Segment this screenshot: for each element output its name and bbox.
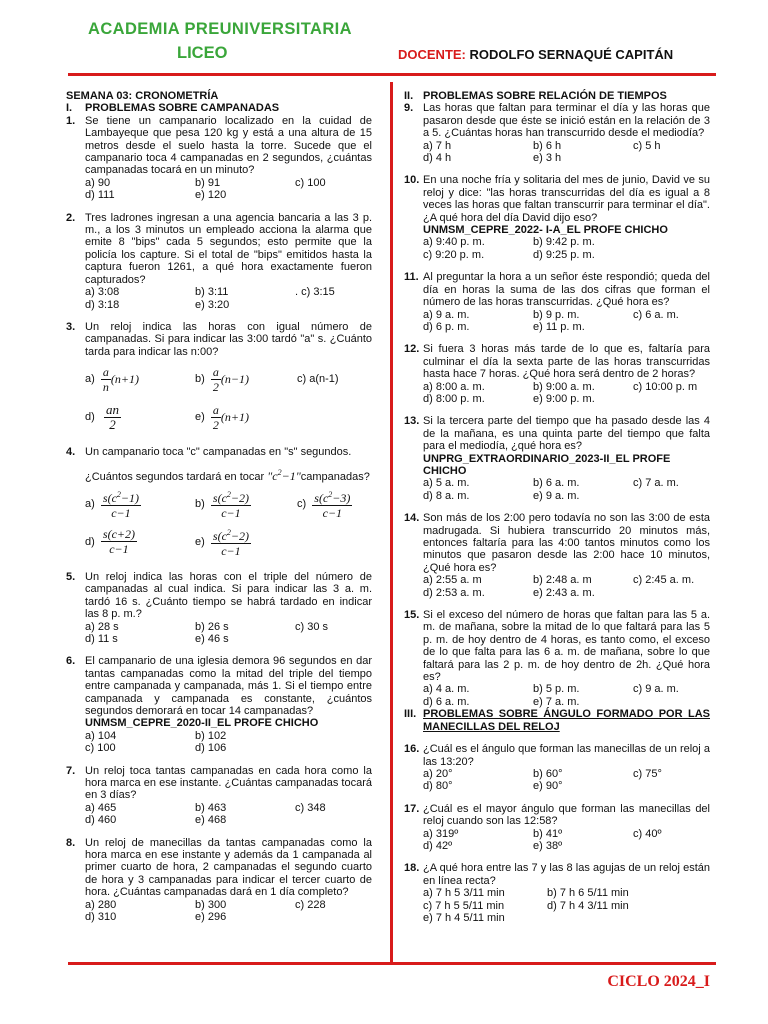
- question-number: 15.: [404, 609, 420, 622]
- option: a) 28 s: [85, 620, 119, 633]
- option: c) 9:20 p. m.: [423, 248, 485, 261]
- question-number: 4.: [66, 446, 76, 459]
- option: c) 7 a. m.: [633, 477, 679, 490]
- question-number: 6.: [66, 655, 76, 668]
- option: e) 90°: [533, 780, 563, 793]
- option: a) 465: [85, 801, 117, 814]
- option: b) 300: [195, 898, 227, 911]
- question-5: [66, 571, 372, 645]
- option: c) 10:00 p. m: [633, 380, 698, 393]
- option: c) 6 a. m.: [633, 308, 679, 321]
- option: a) 9 a. m.: [423, 308, 470, 321]
- option: b) 6 h: [533, 139, 562, 152]
- option: a) 90: [85, 176, 111, 189]
- answer-options: [423, 381, 710, 406]
- question-text: Un reloj indica las horas con el triple del número de campanadas al cual indica. Si para indicar las 3 a. m. tardó 16 s. ¿Cuánto tiempo se habrá tardado en indicar las 8 p. m.?: [85, 570, 372, 621]
- question-number: 10.: [404, 174, 420, 187]
- option: b) 9:42 p. m.: [533, 236, 595, 249]
- question-text: Son más de los 2:00 pero todavía no son las 3:00 de esta madrugada. Si hubiera transcurrido 20 minutos más, entonces faltaría para las 4:00 tantos minutos como los minutos que pasaron desde las 2:00 hace 10 minutos, ¿Qué hora es?: [423, 512, 710, 574]
- question-text: ¿Cuál es el mayor ángulo que forman las manecillas del reloj cuando son las 12:58?: [423, 802, 710, 828]
- question-number: 5.: [66, 570, 76, 583]
- answer-options: [85, 802, 372, 827]
- answer-options: [423, 140, 710, 165]
- question-text: Un campanario toca "c" campanadas en "s" segundos.: [85, 446, 352, 459]
- question-number: 3.: [66, 320, 76, 333]
- formula: $\frac{a}{n}$: [102, 364, 109, 394]
- answer-options: [423, 309, 710, 334]
- question-text: El campanario de una iglesia demora 96 segundos en dar tantas campanadas como la mitad del triple del tiempo entre campanada y campanada, más 1. Si el tiempo entre campanada y campanada es constante, ¿cuántos segundos demorará en tocar 14 campanadas?: [85, 655, 372, 717]
- question-text-part: ¿Cuántos segundos tardará en tocar: [85, 470, 268, 483]
- formula: $\frac{an}{2}$: [105, 401, 119, 432]
- option: a) 3:08: [85, 286, 120, 299]
- option-label: b): [195, 497, 205, 510]
- formula: "$c^2-1$": [267, 467, 301, 483]
- option: c) 228: [295, 898, 326, 911]
- option: a) 8:00 a. m.: [423, 380, 485, 393]
- option: e) 9 a. m.: [533, 489, 580, 502]
- question-text-part: campanadas?: [300, 470, 370, 483]
- option: b) 60°: [533, 767, 563, 780]
- option: b) 463: [195, 801, 227, 814]
- footer-cycle: CICLO 2024_I: [607, 973, 710, 990]
- option: e) 2:43 a. m.: [533, 586, 595, 599]
- option: c) 100: [85, 742, 116, 755]
- question-number: 11.: [404, 271, 419, 284]
- answer-options: [423, 828, 710, 853]
- question-text: Al preguntar la hora a un señor éste respondió; queda del día en horas la suma de las dos cifras que forman el número de las horas transcurridas. ¿Qué hora es?: [423, 271, 710, 309]
- question-source: UNMSM_CEPRE_2022- I-A_EL PROFE CHICHO: [423, 224, 668, 237]
- section-number: II.: [404, 90, 414, 102]
- question-number: 17.: [404, 802, 420, 815]
- question-number: 8.: [66, 836, 76, 849]
- section-heading: [66, 102, 372, 114]
- option: b) 9:00 a. m.: [533, 380, 595, 393]
- question-16: [404, 743, 710, 793]
- question-text: Se tiene un campanario localizado en la cuidad de Lambayeque que pesa 120 kg y está a una altura de 15 metros desde el suelo hasta la torre. Sucede que el campanario toca 4 campanadas en 2 segundos, ¿cuántas campanadas tocará en un minuto?: [85, 114, 372, 177]
- question-number: 1.: [66, 114, 76, 127]
- question-8: [66, 837, 372, 924]
- left-column: [66, 90, 372, 924]
- question-text: En una noche fría y solitaria del mes de junio, David ve su reloj y dice: "las horas transcurridas del día es igual a 8 veces las horas que faltan transcurrir para terminar el día". ¿A qué hora del día David dijo eso?: [423, 174, 710, 224]
- answer-options: [85, 621, 372, 646]
- option: d) 460: [85, 814, 117, 827]
- answer-options: [423, 887, 710, 924]
- question-source: UNPRG_EXTRAORDINARIO_2023-II_EL PROFE CHICHO: [423, 452, 671, 477]
- option-label: e): [195, 535, 205, 548]
- question-number: 14.: [404, 512, 420, 525]
- option: a) 280: [85, 898, 117, 911]
- option: a) 5 a. m.: [423, 477, 470, 490]
- question-number: 13.: [404, 415, 420, 428]
- question-number: 16.: [404, 743, 420, 756]
- question-text: ¿A qué hora entre las 7 y las 8 las agujas de un reloj están en línea recta?: [423, 862, 710, 887]
- question-text: Las horas que faltan para terminar el día y las horas que pasaron desde que éste se inició están en la relación de 3 a 5. ¿Cuántas horas han transcurrido desde el mediodía?: [423, 102, 710, 140]
- option: d) 8:00 p. m.: [423, 392, 485, 405]
- answer-options: [85, 730, 372, 755]
- question-15: [404, 609, 710, 708]
- option: b) 7 h 6 5/11 min: [547, 887, 629, 900]
- section-title: PROBLEMAS SOBRE CAMPANADAS: [85, 102, 280, 115]
- option: e) 9:00 p. m.: [533, 392, 595, 405]
- option: e) 11 p. m.: [533, 320, 585, 333]
- option: d) 42º: [423, 839, 453, 852]
- option-label: c) a(n-1): [297, 372, 339, 385]
- formula: $\frac{s(c^2-2)}{c-1}$: [212, 527, 249, 558]
- option: c) 40º: [633, 827, 662, 840]
- liceo-title: LICEO: [177, 44, 228, 62]
- question-6: [66, 655, 372, 754]
- option-label: c): [297, 497, 307, 510]
- teacher-name: RODOLFO SERNAQUÉ CAPITÁN: [465, 47, 674, 62]
- option: b) 5 p. m.: [533, 683, 580, 696]
- option: b) 102: [195, 729, 227, 742]
- option: a) 2:55 a. m: [423, 574, 482, 587]
- option-label: d): [85, 535, 95, 548]
- question-4: [66, 446, 372, 561]
- section-heading: [404, 708, 710, 733]
- option: e) 38º: [533, 839, 563, 852]
- option: d) 80°: [423, 780, 453, 793]
- option: c) 2:45 a. m.: [633, 574, 695, 587]
- formula-options: a) $\frac{a}{n}$ (n+1) b) $\frac{a}{2}$ (n−1) c) a(n-1) d) $\frac{an}{2}$ e) $\frac{a}{2}$ (n+1): [85, 364, 339, 432]
- option: b) 3:11: [195, 286, 229, 299]
- question-3: [66, 321, 372, 436]
- answer-options: [85, 177, 372, 202]
- option: b) 9 p. m.: [533, 308, 580, 321]
- option: e) 120: [195, 189, 227, 202]
- option: d) 7 h 4 3/11 min: [547, 899, 629, 912]
- option: e) 7 a. m.: [533, 695, 580, 708]
- teacher-label: DOCENTE:: [398, 47, 466, 62]
- option: e) 3:20: [195, 298, 230, 311]
- question-text: ¿Cuál es el ángulo que forman las manecillas de un reloj a las 13:20?: [423, 743, 710, 768]
- question-source: UNMSM_CEPRE_2020-II_EL PROFE CHICHO: [85, 717, 319, 730]
- option-label: a): [85, 497, 95, 510]
- option: d) 9:25 p. m.: [533, 248, 595, 261]
- section-title: PROBLEMAS SOBRE RELACIÓN DE TIEMPOS: [423, 90, 667, 102]
- option: e) 7 h 4 5/11 min: [423, 911, 505, 924]
- question-17: [404, 803, 710, 853]
- option-label: d): [85, 410, 95, 423]
- formula: $\frac{s(c^2-2)}{c-1}$: [212, 489, 249, 520]
- option: d) 8 a. m.: [423, 489, 470, 502]
- option: b) 26 s: [195, 620, 229, 633]
- question-9: [404, 102, 710, 164]
- question-13: [404, 415, 710, 502]
- option-label: b): [195, 372, 205, 385]
- week-title: SEMANA 03: CRONOMETRÍA: [66, 90, 219, 102]
- question-18: [404, 862, 710, 924]
- option-label: e): [195, 410, 205, 423]
- option: c) 5 h: [633, 139, 661, 152]
- answer-options: [423, 477, 710, 502]
- question-number: 2.: [66, 211, 76, 224]
- question-12: [404, 343, 710, 405]
- answer-options: [85, 899, 372, 924]
- option: c) 75°: [633, 767, 662, 780]
- teacher-line: [398, 47, 673, 62]
- option: b) 91: [195, 176, 221, 189]
- option: c) 7 h 5 5/11 min: [423, 899, 505, 912]
- footer-divider: [68, 962, 716, 965]
- option: d) 2:53 a. m.: [423, 586, 485, 599]
- formula: $\frac{a}{2}$: [212, 364, 219, 394]
- option: e) 46 s: [195, 632, 229, 645]
- option: a) 7 h 5 3/11 min: [423, 887, 505, 900]
- option: d) 6 a. m.: [423, 695, 470, 708]
- option: a) 20°: [423, 767, 453, 780]
- option: d) 111: [85, 189, 115, 202]
- question-7: [66, 765, 372, 827]
- formula-options: [85, 485, 372, 561]
- option: e) 468: [195, 814, 227, 827]
- question-1: [66, 115, 372, 202]
- answer-options: [423, 683, 710, 708]
- option: b) 6 a. m.: [533, 477, 580, 490]
- option: d) 106: [195, 742, 227, 755]
- question-number: 9.: [404, 102, 414, 115]
- option: a) 4 a. m.: [423, 683, 470, 696]
- option: c) 100: [295, 176, 326, 189]
- formula: $\frac{s(c^2-3)}{c-1}$: [314, 489, 351, 520]
- question-text: Un reloj de manecillas da tantas campanadas como la hora marca en ese instante y además da 1 campanada al primer cuarto de hora, 2 campanadas el segundo cuarto de hora y 3 campanadas para indicar el tercer cuarto de hora. ¿Cuántas campanadas dará en 1 día completo?: [85, 836, 372, 899]
- question-number: 7.: [66, 764, 76, 777]
- formula: $\frac{s(c^2-1)}{c-1}$: [102, 489, 139, 520]
- section-title: PROBLEMAS SOBRE ÁNGULO FORMADO POR LAS MANECILLAS DEL RELOJ: [423, 708, 710, 733]
- answer-options: [423, 574, 710, 599]
- option: d) 11 s: [85, 632, 118, 645]
- question-text: Un reloj indica las horas con igual número de campanadas. Si para indicar las 3:00 tardó "a" s. ¿Cuánto tarda para indicar las n:00?: [85, 320, 372, 358]
- section-number: III.: [404, 708, 417, 721]
- option: e) 296: [195, 911, 227, 924]
- question-number: 12.: [404, 343, 420, 356]
- option: a) 104: [85, 729, 117, 742]
- question-text: [85, 467, 372, 483]
- option: d) 4 h: [423, 152, 452, 165]
- question-text: Si el exceso del número de horas que faltan para las 5 a. m. de mañana, sobre la mitad de lo que faltará para las 5 p. m. de hoy dentro de 4 horas, es tanto como, el exceso de lo que falta para las 6 a. m. de mañana, sobre lo que faltará para las 2 p. m. de hoy dentro de 2h. ¿Qué hora es?: [423, 609, 710, 684]
- question-text: Si la tercera parte del tiempo que ha pasado desde las 4 de la mañana, es una quinta parte del tiempo que falta para el mediodía, ¿qué hora es?: [423, 415, 710, 453]
- question-text: Tres ladrones ingresan a una agencia bancaria a las 3 p. m., a los 3 minutos un empleado acciona la alarma que emite 8 "bips" cada 5 segundos; esto permite que la policía los capture. Si el total de "bips" emitidos hasta la captura fueron 1261, a qué hora exactamente fueron capturados?: [85, 211, 372, 286]
- option: a) 7 h: [423, 139, 452, 152]
- right-column: [404, 90, 710, 924]
- section-heading: [404, 90, 710, 102]
- formula: $\frac{a}{2}$: [212, 402, 219, 432]
- question-text: Si fuera 3 horas más tarde de lo que es, faltaría para culminar el día la sexta parte de las horas transcurridas hasta hace 7 horas. ¿Qué hora será dentro de 2 horas?: [423, 343, 710, 381]
- question-10: [404, 174, 710, 261]
- answer-options: [423, 768, 710, 793]
- option: c) 348: [295, 801, 326, 814]
- option: b) 2:48 a. m: [533, 574, 592, 587]
- question-number: 18.: [404, 862, 420, 875]
- question-11: [404, 271, 710, 333]
- academy-title: ACADEMIA PREUNIVERSITARIA: [88, 20, 352, 38]
- answer-options: [423, 236, 710, 261]
- option: d) 6 p. m.: [423, 320, 470, 333]
- option: d) 310: [85, 911, 117, 924]
- option: e) 3 h: [533, 152, 562, 165]
- question-2: [66, 212, 372, 311]
- option: a) 319º: [423, 827, 459, 840]
- option: c) 9 a. m.: [633, 683, 679, 696]
- question-text: Un reloj toca tantas campanadas en cada hora como la hora marca en ese instante. ¿Cuántas campanadas tocará en 3 días?: [85, 764, 372, 802]
- question-14: [404, 512, 710, 599]
- option: a) 9:40 p. m.: [423, 236, 485, 249]
- option: b) 41º: [533, 827, 563, 840]
- header-divider: [68, 73, 716, 76]
- option: c) 30 s: [295, 620, 329, 633]
- option: . c) 3:15: [295, 286, 335, 299]
- section-number: I.: [66, 102, 73, 115]
- answer-options: [85, 286, 372, 311]
- formula: $\frac{s(c+2)}{c-1}$: [102, 527, 135, 557]
- option-label: a): [85, 372, 95, 385]
- option: d) 3:18: [85, 298, 120, 311]
